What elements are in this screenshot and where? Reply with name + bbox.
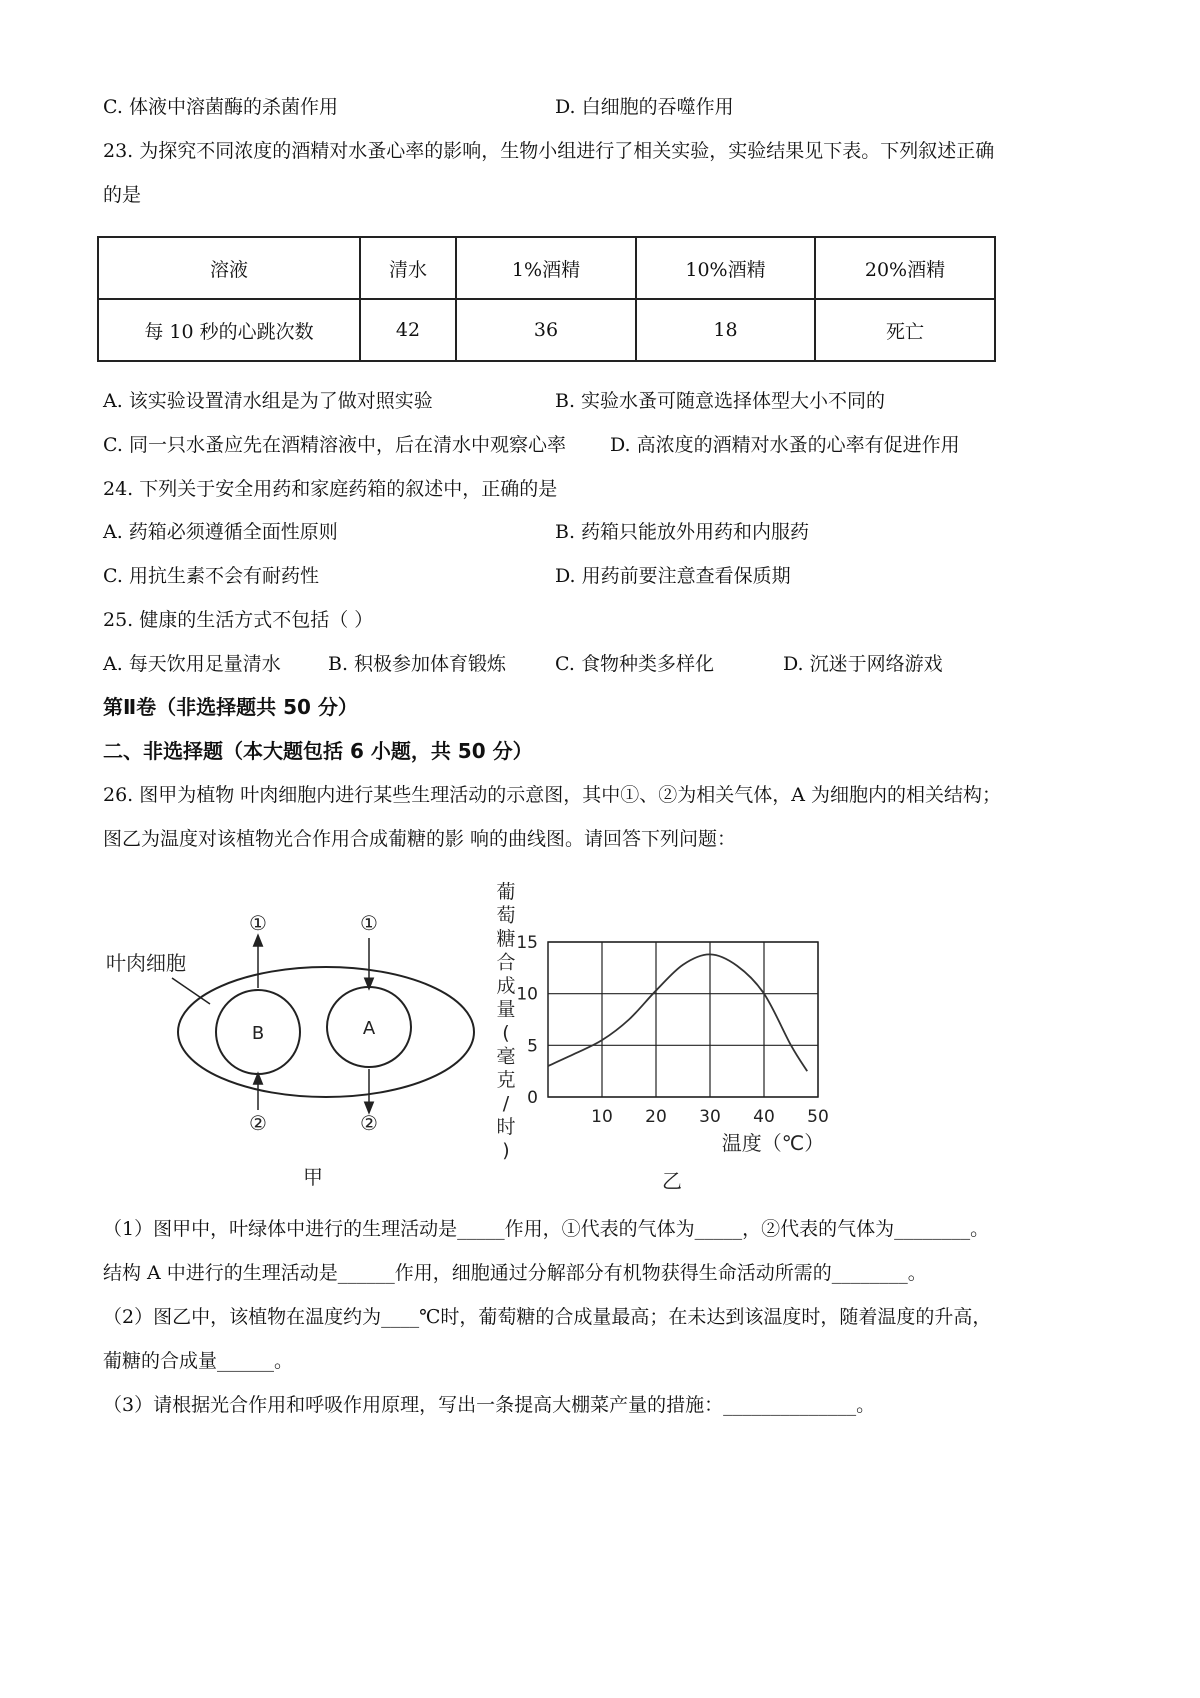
y-tick-label: 10 — [516, 984, 538, 1005]
series-line — [548, 954, 807, 1071]
table-cell: 死亡 — [815, 299, 995, 361]
chart-x-ticks — [591, 1107, 829, 1127]
x-tick-label: 40 — [753, 1107, 775, 1127]
q25-option-d: D. 沉迷于网络游戏 — [783, 653, 943, 675]
q25-option-b: B. 积极参加体育锻炼 — [328, 653, 507, 675]
q23-option-b: B. 实验水蚤可随意选择体型大小不同的 — [555, 390, 886, 412]
q24-option-b: B. 药箱只能放外用药和内服药 — [555, 521, 810, 543]
q23-option-d: D. 高浓度的酒精对水蚤的心率有促进作用 — [610, 434, 960, 456]
gas2-label-left: ② — [249, 1111, 267, 1135]
chart-y-ticks — [516, 933, 538, 1108]
y-tick-label: 15 — [516, 933, 538, 953]
q23-option-a: A. 该实验设置清水组是为了做对照实验 — [103, 390, 433, 412]
y-axis-label: 葡萄糖合成量(毫克/时) — [496, 881, 516, 1162]
table-header-cell: 溶液 — [98, 237, 360, 299]
x-tick-label: 10 — [591, 1107, 613, 1127]
table-cell: 42 — [360, 299, 456, 361]
table-header-cell: 10%酒精 — [636, 237, 815, 299]
q26-sub1-line1: （1）图甲中，叶绿体中进行的生理活动是_____作用，①代表的气体为_____，②代表的气体为________。 — [103, 1218, 990, 1240]
q25-stem: 25. 健康的生活方式不包括（ ） — [103, 609, 374, 631]
q24-option-c: C. 用抗生素不会有耐药性 — [103, 565, 319, 587]
q23-option-c: C. 同一只水蚤应先在酒精溶液中，后在清水中观察心率 — [103, 434, 566, 456]
part-title: 二、非选择题（本大题包括 6 小题，共 50 分） — [103, 739, 533, 763]
structure-a-label: A — [362, 1018, 376, 1039]
gas2-label-right: ② — [360, 1111, 378, 1135]
q26-stem-line1: 26. 图甲为植物 叶肉细胞内进行某些生理活动的示意图，其中①、②为相关气体，A 为细胞内的相关结构； — [103, 784, 1002, 806]
caption-jia: 甲 — [303, 1165, 323, 1189]
cell-label: 叶肉细胞 — [106, 951, 186, 975]
cell-outline — [178, 967, 474, 1097]
section-title: 第Ⅱ卷（非选择题共 50 分） — [103, 695, 358, 719]
q25-option-c: C. 食物种类多样化 — [555, 653, 714, 675]
structure-b-label: B — [251, 1023, 265, 1044]
diagram-jia — [106, 911, 474, 1189]
table-header-cell: 清水 — [360, 237, 456, 299]
x-tick-label: 20 — [645, 1107, 667, 1127]
q23-stem-line1: 23. 为探究不同浓度的酒精对水蚤心率的影响，生物小组进行了相关实验，实验结果见下表。下列叙述正确 — [103, 140, 995, 162]
table-cell: 18 — [636, 299, 815, 361]
gas1-label-right: ① — [360, 911, 378, 935]
q24-stem: 24. 下列关于安全用药和家庭药箱的叙述中，正确的是 — [103, 478, 558, 500]
q26-sub1-line2: 结构 A 中进行的生理活动是______作用，细胞通过分解部分有机物获得生命活动所需的________。 — [103, 1262, 927, 1284]
table-cell: 每 10 秒的心跳次数 — [98, 299, 360, 361]
caption-yi: 乙 — [662, 1169, 682, 1193]
cell-label-leader — [172, 978, 210, 1004]
x-tick-label: 50 — [807, 1107, 829, 1127]
table-header-cell: 1%酒精 — [456, 237, 636, 299]
table-cell: 36 — [456, 299, 636, 361]
q22-option-c: C. 体液中溶菌酶的杀菌作用 — [103, 96, 338, 118]
q22-option-d: D. 白细胞的吞噬作用 — [555, 96, 734, 118]
q26-stem-line2: 图乙为温度对该植物光合作用合成葡糖的影 响的曲线图。请回答下列问题： — [103, 828, 737, 850]
chart-yi — [496, 881, 828, 1193]
y-tick-label: 5 — [527, 1036, 538, 1057]
table-header-cell: 20%酒精 — [815, 237, 995, 299]
gas1-label-left: ① — [249, 911, 267, 935]
q26-sub2-line1: （2）图乙中，该植物在温度约为____℃时，葡萄糖的合成量最高；在未达到该温度时，随着温度的升高， — [103, 1306, 992, 1328]
q25-option-a: A. 每天饮用足量清水 — [103, 653, 281, 675]
q24-option-a: A. 药箱必须遵循全面性原则 — [103, 521, 338, 543]
x-tick-label: 30 — [699, 1107, 721, 1127]
q23-stem-line2: 的是 — [103, 184, 142, 206]
x-axis-label: 温度（℃） — [721, 1131, 825, 1155]
q26-sub3: （3）请根据光合作用和呼吸作用原理，写出一条提高大棚菜产量的措施：______________。 — [103, 1394, 876, 1416]
q26-sub2-line2: 葡糖的合成量______。 — [103, 1350, 294, 1372]
q24-option-d: D. 用药前要注意查看保质期 — [555, 565, 791, 587]
y-tick-label: 0 — [527, 1088, 538, 1108]
